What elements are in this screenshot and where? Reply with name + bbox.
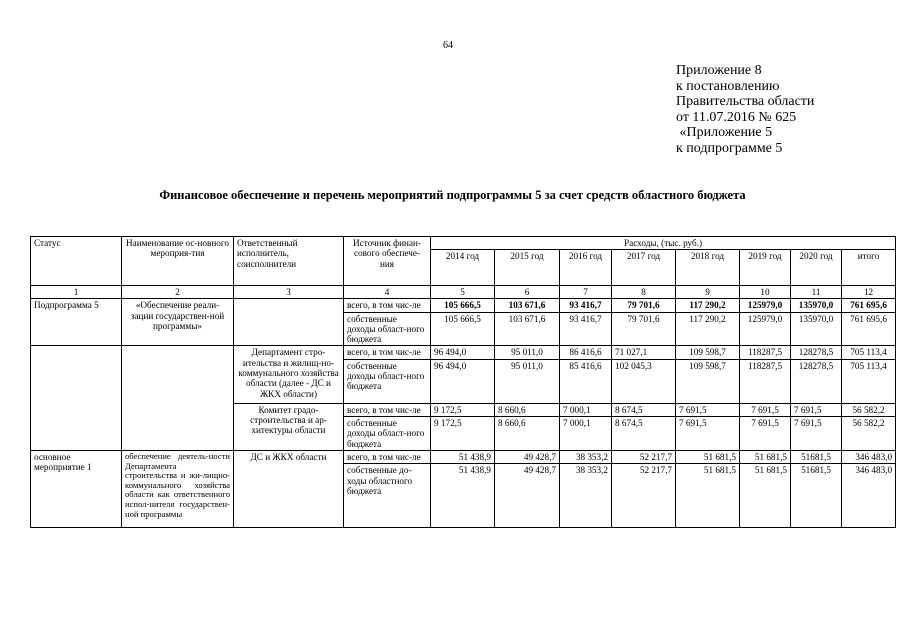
year-header: 2019 год: [740, 250, 791, 286]
column-number: 5: [431, 286, 495, 299]
value-cell: 128278,5: [791, 346, 842, 359]
total-cell: 56 582,2: [842, 403, 896, 416]
name-cell: [122, 346, 234, 450]
value-cell: 103 671,6: [495, 299, 560, 312]
header-expenses: Расходы, (тыс. руб.): [431, 237, 896, 250]
status-cell: [31, 346, 122, 450]
total-cell: 705 113,4: [842, 346, 896, 359]
value-cell: 8 660,6: [495, 417, 560, 451]
appendix-line: «Приложение 5: [676, 125, 773, 140]
value-cell: 51 438,9: [431, 464, 495, 528]
column-number: 3: [234, 286, 344, 299]
value-cell: 125979,0: [740, 312, 791, 346]
header-executor: Ответственный исполнитель, соисполнители: [234, 237, 344, 286]
column-number: 4: [344, 286, 431, 299]
value-cell: 7 691,5: [676, 417, 740, 451]
total-cell: 346 483,0: [842, 464, 896, 528]
value-cell: 51 681,5: [676, 464, 740, 528]
name-cell: «Обеспечение реали-зации государствен-ной программы»: [122, 299, 234, 346]
year-header: 2015 год: [495, 250, 560, 286]
value-cell: 7 000,1: [560, 403, 612, 416]
value-cell: 93 416,7: [560, 299, 612, 312]
value-cell: 8 660,6: [495, 403, 560, 416]
header-source: Источник финан-сового обеспече-ния: [344, 237, 431, 286]
value-cell: 95 011,0: [495, 346, 560, 359]
value-cell: 8 674,5: [612, 403, 676, 416]
value-cell: 125979,0: [740, 299, 791, 312]
value-cell: 117 290,2: [676, 299, 740, 312]
value-cell: 79 701,6: [612, 299, 676, 312]
value-cell: 85 416,6: [560, 359, 612, 403]
header-name: Наименование ос-новного мероприя-тия: [122, 237, 234, 286]
finance-table: [30, 236, 896, 528]
value-cell: 135970,0: [791, 312, 842, 346]
executor-cell: ДС и ЖКХ области: [234, 450, 344, 527]
value-cell: 7 691,5: [740, 417, 791, 451]
value-cell: 96 494,0: [431, 359, 495, 403]
source-cell: всего, в том чис-ле: [344, 403, 431, 416]
header-status: Статус: [31, 237, 122, 286]
document-title: Финансовое обеспечение и перечень мероприятий подпрограммы 5 за счет средств областного бюджета: [159, 188, 746, 202]
value-cell: 52 217,7: [612, 464, 676, 528]
table-row: [31, 346, 896, 359]
value-cell: 49 428,7: [495, 464, 560, 528]
value-cell: 96 494,0: [431, 346, 495, 359]
value-cell: 49 428,7: [495, 450, 560, 463]
appendix-line: Правительства области: [676, 94, 815, 109]
value-cell: 51 438,9: [431, 450, 495, 463]
total-cell: 761 695,6: [842, 299, 896, 312]
year-header: 2014 год: [431, 250, 495, 286]
value-cell: 86 416,6: [560, 346, 612, 359]
source-cell: собственные доходы област-ного бюджета: [344, 359, 431, 403]
source-cell: всего, в том чис-ле: [344, 450, 431, 463]
table-row: [31, 450, 896, 463]
status-cell: основное мероприятие 1: [31, 450, 122, 527]
column-number: 10: [740, 286, 791, 299]
column-number: 7: [560, 286, 612, 299]
name-cell: обеспечение деятель-ности Департамента строительства и жи-лищно-коммунального хозяйства области как ответственного испол-нителя государствен-ной программы: [122, 450, 234, 527]
value-cell: 128278,5: [791, 359, 842, 403]
value-cell: 7 000,1: [560, 417, 612, 451]
value-cell: 7 691,5: [791, 417, 842, 451]
value-cell: 38 353,2: [560, 464, 612, 528]
value-cell: 51681,5: [791, 464, 842, 528]
year-header-total: итого: [842, 250, 896, 286]
column-number: 1: [31, 286, 122, 299]
source-cell: собственные до-ходы областного бюджета: [344, 464, 431, 528]
year-header: 2018 год: [676, 250, 740, 286]
year-header: 2016 год: [560, 250, 612, 286]
year-header: 2017 год: [612, 250, 676, 286]
value-cell: 51 681,5: [740, 450, 791, 463]
value-cell: 71 027,1: [612, 346, 676, 359]
executor-cell: Департамент стро-ительства и жилищ-но-коммунального хозяйства области (далее - ДС и ЖКХ области): [234, 346, 344, 403]
value-cell: 93 416,7: [560, 312, 612, 346]
value-cell: 9 172,5: [431, 403, 495, 416]
value-cell: 51 681,5: [676, 450, 740, 463]
value-cell: 51681,5: [791, 450, 842, 463]
value-cell: 7 691,5: [791, 403, 842, 416]
value-cell: 102 045,3: [612, 359, 676, 403]
appendix-line: Приложение 8: [676, 63, 762, 78]
column-number: 9: [676, 286, 740, 299]
total-cell: 56 582,2: [842, 417, 896, 451]
value-cell: 8 674,5: [612, 417, 676, 451]
appendix-line: от 11.07.2016 № 625: [676, 109, 797, 125]
value-cell: 135970,0: [791, 299, 842, 312]
value-cell: 95 011,0: [495, 359, 560, 403]
executor-cell: Комитет градо-строительства и ар-хитектуры области: [234, 403, 344, 450]
table-row: [31, 299, 896, 312]
column-number: 11: [791, 286, 842, 299]
value-cell: 79 701,6: [612, 312, 676, 346]
column-number-row: [31, 286, 896, 299]
source-cell: всего, в том чис-ле: [344, 299, 431, 312]
status-cell: Подпрограмма 5: [31, 299, 122, 346]
header-row: [31, 237, 896, 250]
value-cell: 51 681,5: [740, 464, 791, 528]
value-cell: 105 666,5: [431, 312, 495, 346]
value-cell: 109 598,7: [676, 346, 740, 359]
source-cell: собственные доходы област-ного бюджета: [344, 417, 431, 451]
appendix-line: к подпрограмме 5: [676, 140, 783, 156]
value-cell: 52 217,7: [612, 450, 676, 463]
source-cell: собственные доходы област-ного бюджета: [344, 312, 431, 346]
executor-cell: [234, 299, 344, 346]
total-cell: 346 483,0: [842, 450, 896, 463]
value-cell: 7 691,5: [740, 403, 791, 416]
total-cell: 705 113,4: [842, 359, 896, 403]
page-number: 64: [443, 40, 453, 51]
appendix-block: [676, 63, 814, 156]
column-number: 12: [842, 286, 896, 299]
appendix-line: к постановлению: [676, 78, 780, 94]
value-cell: 38 353,2: [560, 450, 612, 463]
value-cell: 118287,5: [740, 346, 791, 359]
source-cell: всего, в том чис-ле: [344, 346, 431, 359]
value-cell: 109 598,7: [676, 359, 740, 403]
column-number: 6: [495, 286, 560, 299]
total-cell: 761 695,6: [842, 312, 896, 346]
value-cell: 118287,5: [740, 359, 791, 403]
year-header: 2020 год: [791, 250, 842, 286]
value-cell: 103 671,6: [495, 312, 560, 346]
value-cell: 7 691,5: [676, 403, 740, 416]
value-cell: 117 290,2: [676, 312, 740, 346]
column-number: 2: [122, 286, 234, 299]
value-cell: 105 666,5: [431, 299, 495, 312]
column-number: 8: [612, 286, 676, 299]
value-cell: 9 172,5: [431, 417, 495, 451]
